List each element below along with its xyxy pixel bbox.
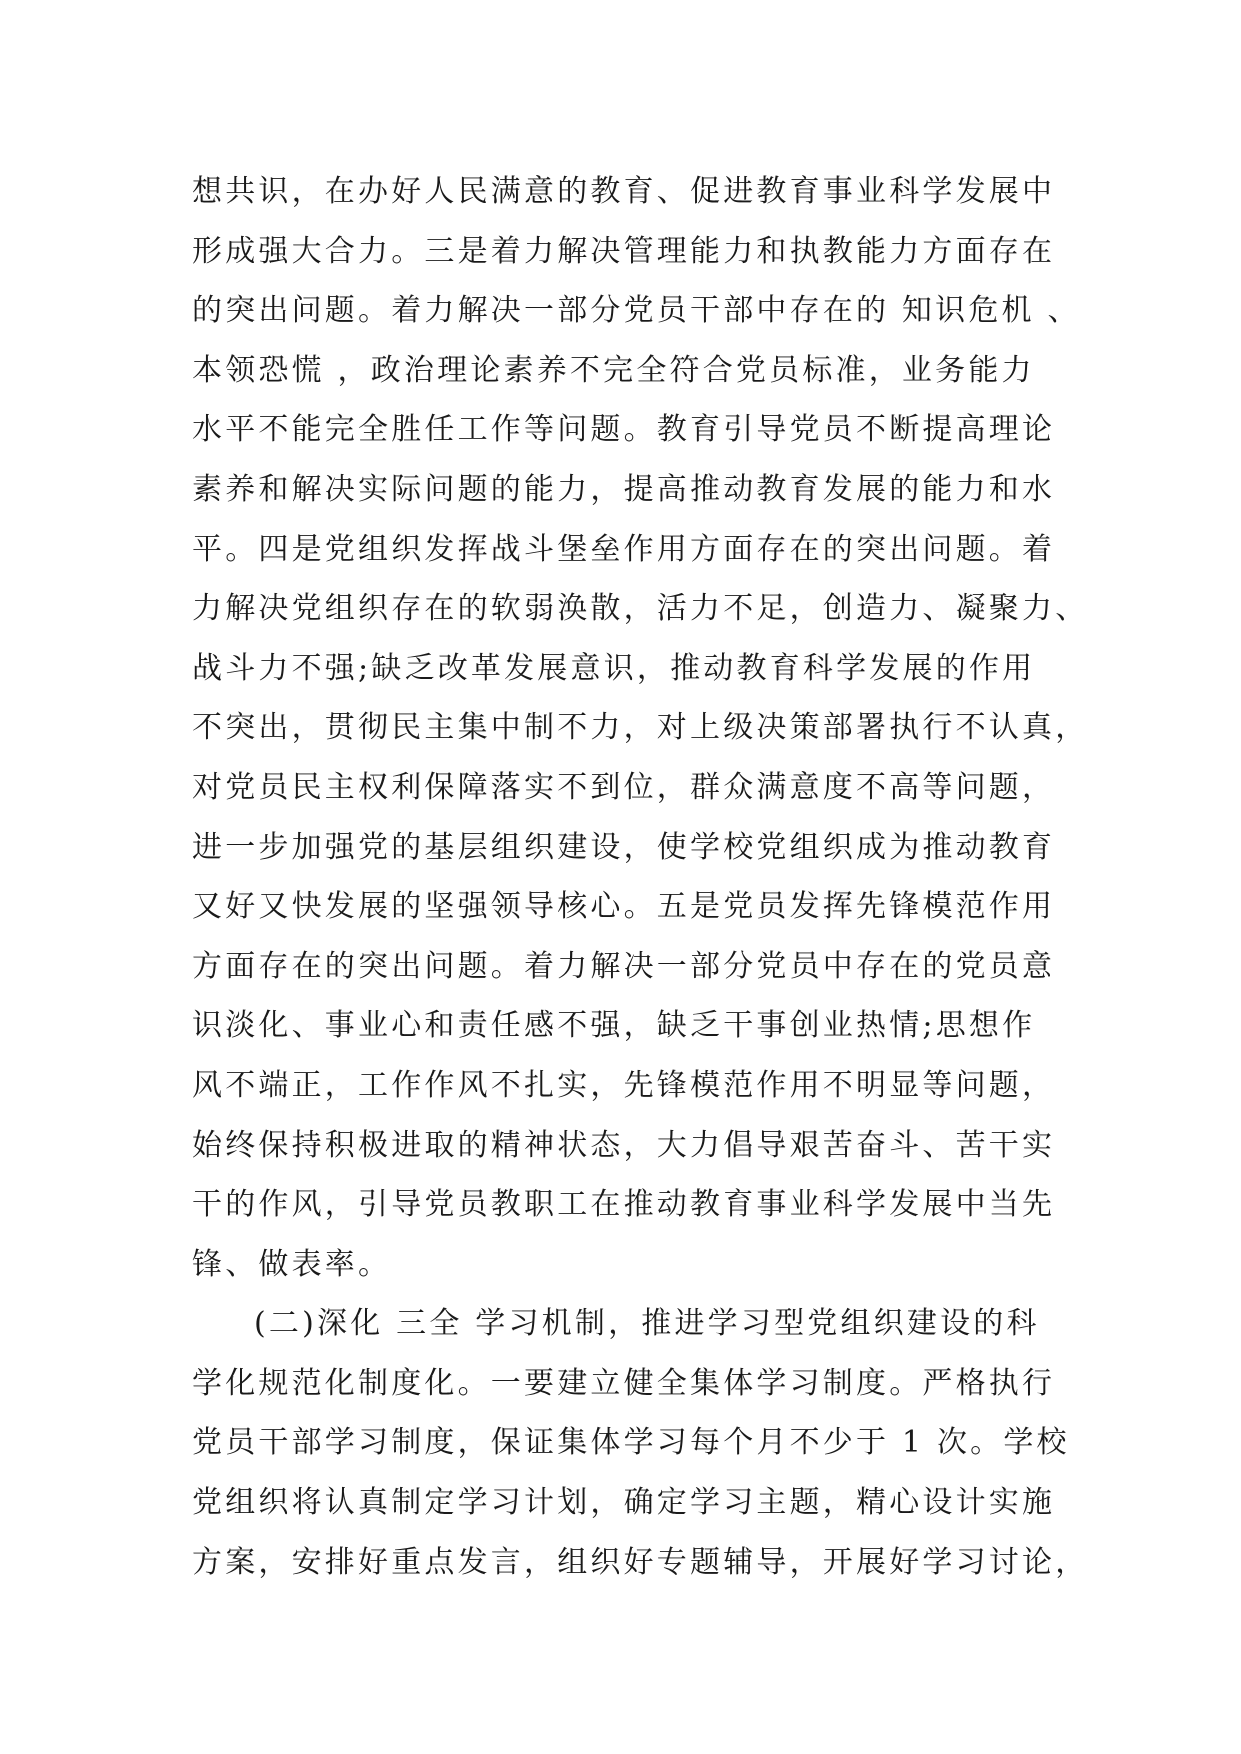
body-text (192, 162, 1089, 1592)
text-line: 始终保持积极进取的精神状态，大力倡导艰苦奋斗、苦干实 (192, 1127, 1056, 1163)
text-line: 想共识，在办好人民满意的教育、促进教育事业科学发展中 (192, 174, 1056, 209)
text-line: 对党员民主权利保障落实不到位，群众满意度不高等问题， (192, 769, 1056, 805)
text-line: 识淡化、事业心和责任感不强，缺乏干事创业热情;思想作 (192, 1008, 1036, 1044)
text-line: 形成强大合力。三是着力解决管理能力和执教能力方面存在 (192, 233, 1056, 269)
text-line: 又好又快发展的坚强领导核心。五是党员发挥先锋模范作用 (192, 889, 1056, 925)
text-line: 学化规范化制度化。一要建立健全集体学习制度。严格执行 (192, 1365, 1056, 1401)
text-line: 力解决党组织存在的软弱涣散，活力不足，创造力、凝聚力、 (192, 591, 1089, 627)
text-line: 不突出，贯彻民主集中制不力，对上级决策部署执行不认真， (192, 710, 1089, 746)
text-line: 素养和解决实际问题的能力，提高推动教育发展的能力和水 (192, 471, 1056, 507)
text-line: 党员干部学习制度，保证集体学习每个月不少于 1 次。学校 (192, 1425, 1070, 1461)
text-line: 水平不能完全胜任工作等问题。教育引导党员不断提高理论 (192, 412, 1056, 448)
text-line: 本领恐慌 ，政治理论素养不完全符合党员标准，业务能力 (192, 352, 1035, 388)
text-line: 方案，安排好重点发言，组织好专题辅导，开展好学习讨论， (192, 1544, 1089, 1580)
text-line: 党组织将认真制定学习计划，确定学习主题，精心设计实施 (192, 1485, 1056, 1521)
text-line: 风不端正，工作作风不扎实，先锋模范作用不明显等问题， (192, 1067, 1056, 1103)
text-line: 平。四是党组织发挥战斗堡垒作用方面存在的突出问题。着 (192, 531, 1056, 567)
text-line: 战斗力不强;缺乏改革发展意识，推动教育科学发展的作用 (192, 650, 1036, 686)
text-line: 的突出问题。着力解决一部分党员干部中存在的 知识危机 、 (192, 293, 1081, 329)
text-line: 干的作风，引导党员教职工在推动教育事业科学发展中当先 (192, 1187, 1056, 1223)
text-line: 方面存在的突出问题。着力解决一部分党员中存在的党员意 (192, 948, 1056, 984)
text-line: 进一步加强党的基层组织建设，使学校党组织成为推动教育 (192, 829, 1056, 865)
text-line: 锋、做表率。 (192, 1246, 392, 1282)
section-heading-line: (二)深化 三全 学习机制，推进学习型党组织建设的科 (254, 1306, 1040, 1342)
